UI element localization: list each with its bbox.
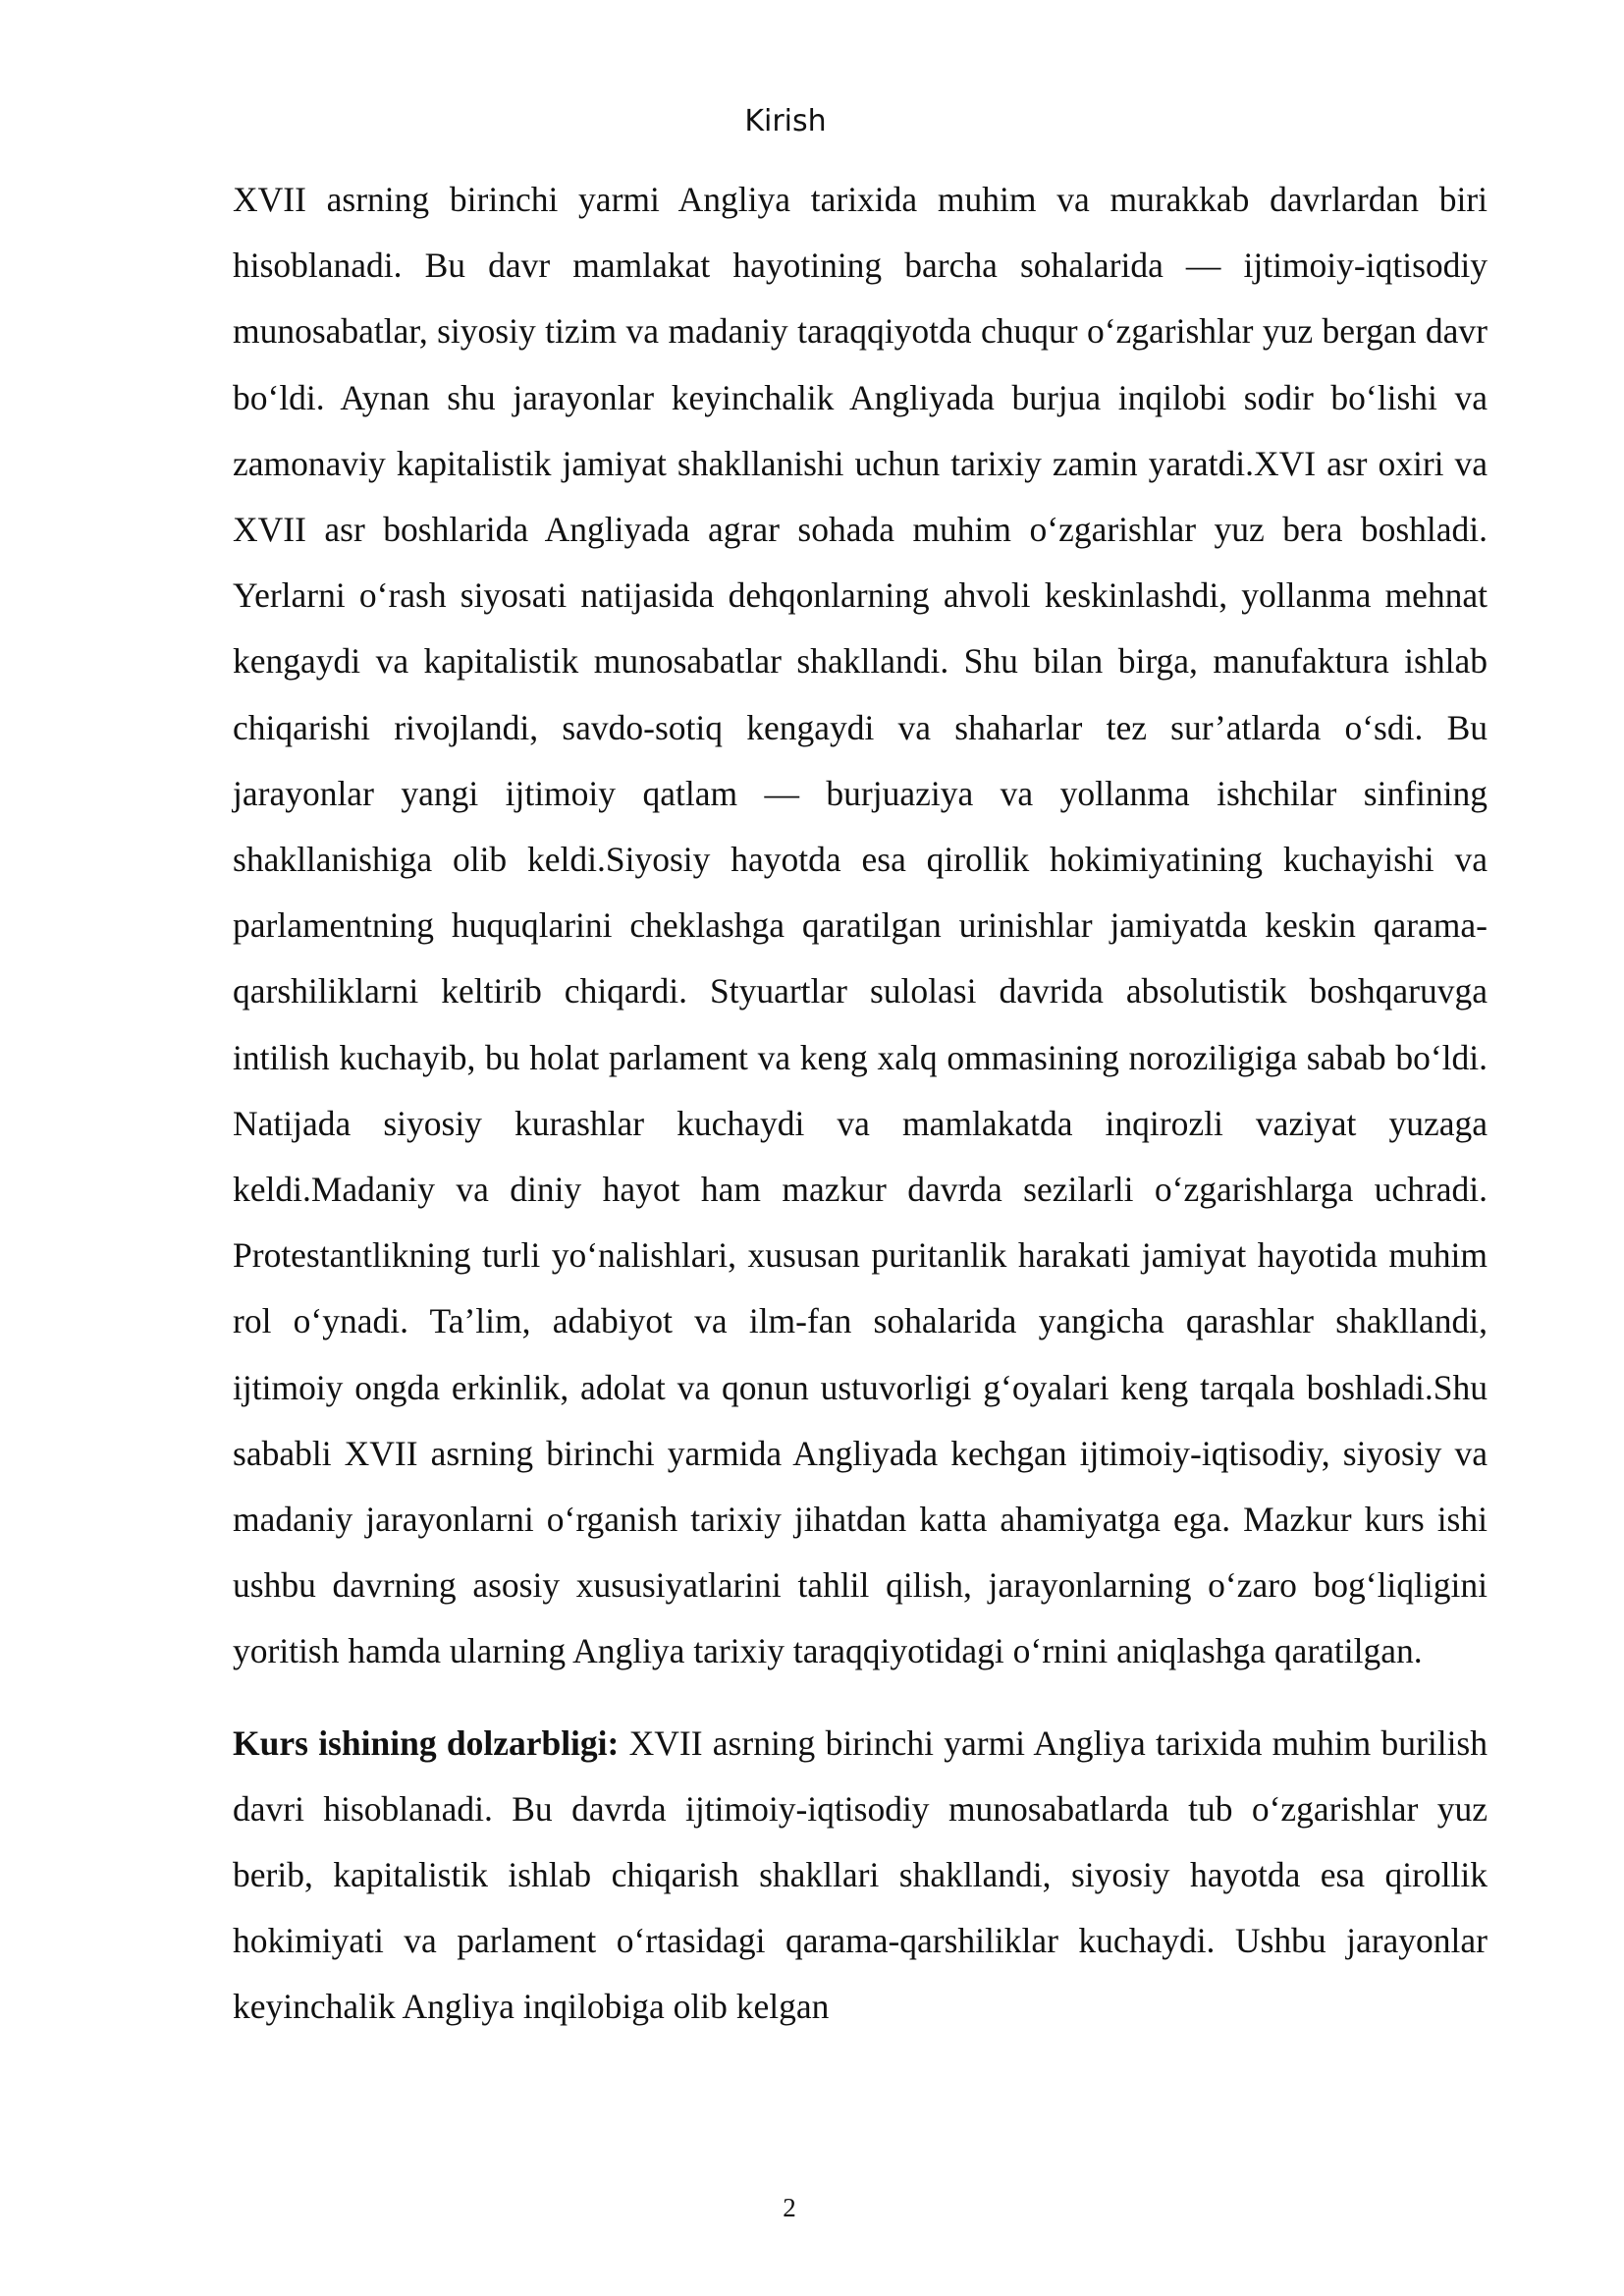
paragraph-text: XVII asrning birinchi yarmi Angliya tarixida muhim va murakkab davrlardan biri hisoblanadi. Bu davr mamlakat hayotining barcha sohalarida — ijtimoiy-iqtisodiy munosabatlar, siyosiy tizim va madaniy taraqqiyotda chuqur oʻzgarishlar yuz bergan davr boʻldi. Aynan shu jarayonlar keyinchalik Angliyada burjua inqilobi sodir boʻlishi va zamonaviy kapitalistik jamiyat shakllanishi uchun tarixiy zamin yaratdi.XVI asr oxiri va XVII asr boshlarida Angliyada agrar sohada muhim oʻzgarishlar yuz bera boshladi. Yerlarni oʻrash siyosati natijasida dehqonlarning ahvoli keskinlashdi, yollanma mehnat kengaydi va kapitalistik munosabatlar shakllandi. Shu bilan birga, manufaktura ishlab chiqarishi rivojlandi, savdo-sotiq kengaydi va shaharlar tez sur’atlarda oʻsdi. Bu jarayonlar yangi ijtimoiy qatlam — burjuaziya va yollanma ishchilar sinfining shakllanishiga olib keldi.Siyosiy hayotda esa qirollik hokimiyatining kuchayishi va parlamentning huquqlarini cheklashga qaratilgan urinishlar jamiyatda keskin qarama-qarshiliklarni keltirib chiqardi. Styuartlar sulolasi davrida absolutistik boshqaruvga intilish kuchayib, bu holat parlament va keng xalq ommasining noroziligiga sabab boʻldi. Natijada siyosiy kurashlar kuchaydi va mamlakatda inqirozli vaziyat yuzaga keldi.Madaniy va diniy hayot ham mazkur davrda sezilarli oʻzgarishlarga uchradi. Protestantlikning turli yoʻnalishlari, xususan puritanlik harakati jamiyat hayotida muhim rol oʻynadi. Ta’lim, adabiyot va ilm-fan sohalarida yangicha qarashlar shakllandi, ijtimoiy ongda erkinlik, adolat va qonun ustuvorligi gʻoyalari keng tarqala boshladi.Shu sababli XVII asrning birinchi yarmida Angliyada kechgan ijtimoiy-iqtisodiy, siyosiy va madaniy jarayonlarni oʻrganish tarixiy jihatdan katta ahamiyatga ega. Mazkur kurs ishi ushbu davrning asosiy xususiyatlarini tahlil qilish, jarayonlarning oʻzaro bogʻliqligini yoritish hamda ularning Angliya tarixiy taraqqiyotidagi oʻrnini aniqlashga qaratilgan.	[233, 180, 1488, 1671]
page-number: 2	[783, 2193, 796, 2222]
relevance-paragraph	[233, 1711, 1488, 2041]
paragraph-lead: Kurs ishining dolzarbligi:	[233, 1722, 620, 1763]
document-body	[233, 167, 1488, 2041]
page-title: Kirish	[744, 104, 827, 138]
intro-paragraph	[233, 167, 1488, 1685]
paragraph-text: XVII asrning birinchi yarmi Angliya tarixida muhim burilish davri hisoblanadi. Bu davrda ijtimoiy-iqtisodiy munosabatlarda tub oʻzgarishlar yuz berib, kapitalistik ishlab chiqarish shakllari shakllandi, siyosiy hayotda esa qirollik hokimiyati va parlament oʻrtasidagi qarama-qarshiliklar kuchaydi. Ushbu jarayonlar keyinchalik Angliya inqilobiga olib kelgan	[233, 1722, 1488, 2027]
